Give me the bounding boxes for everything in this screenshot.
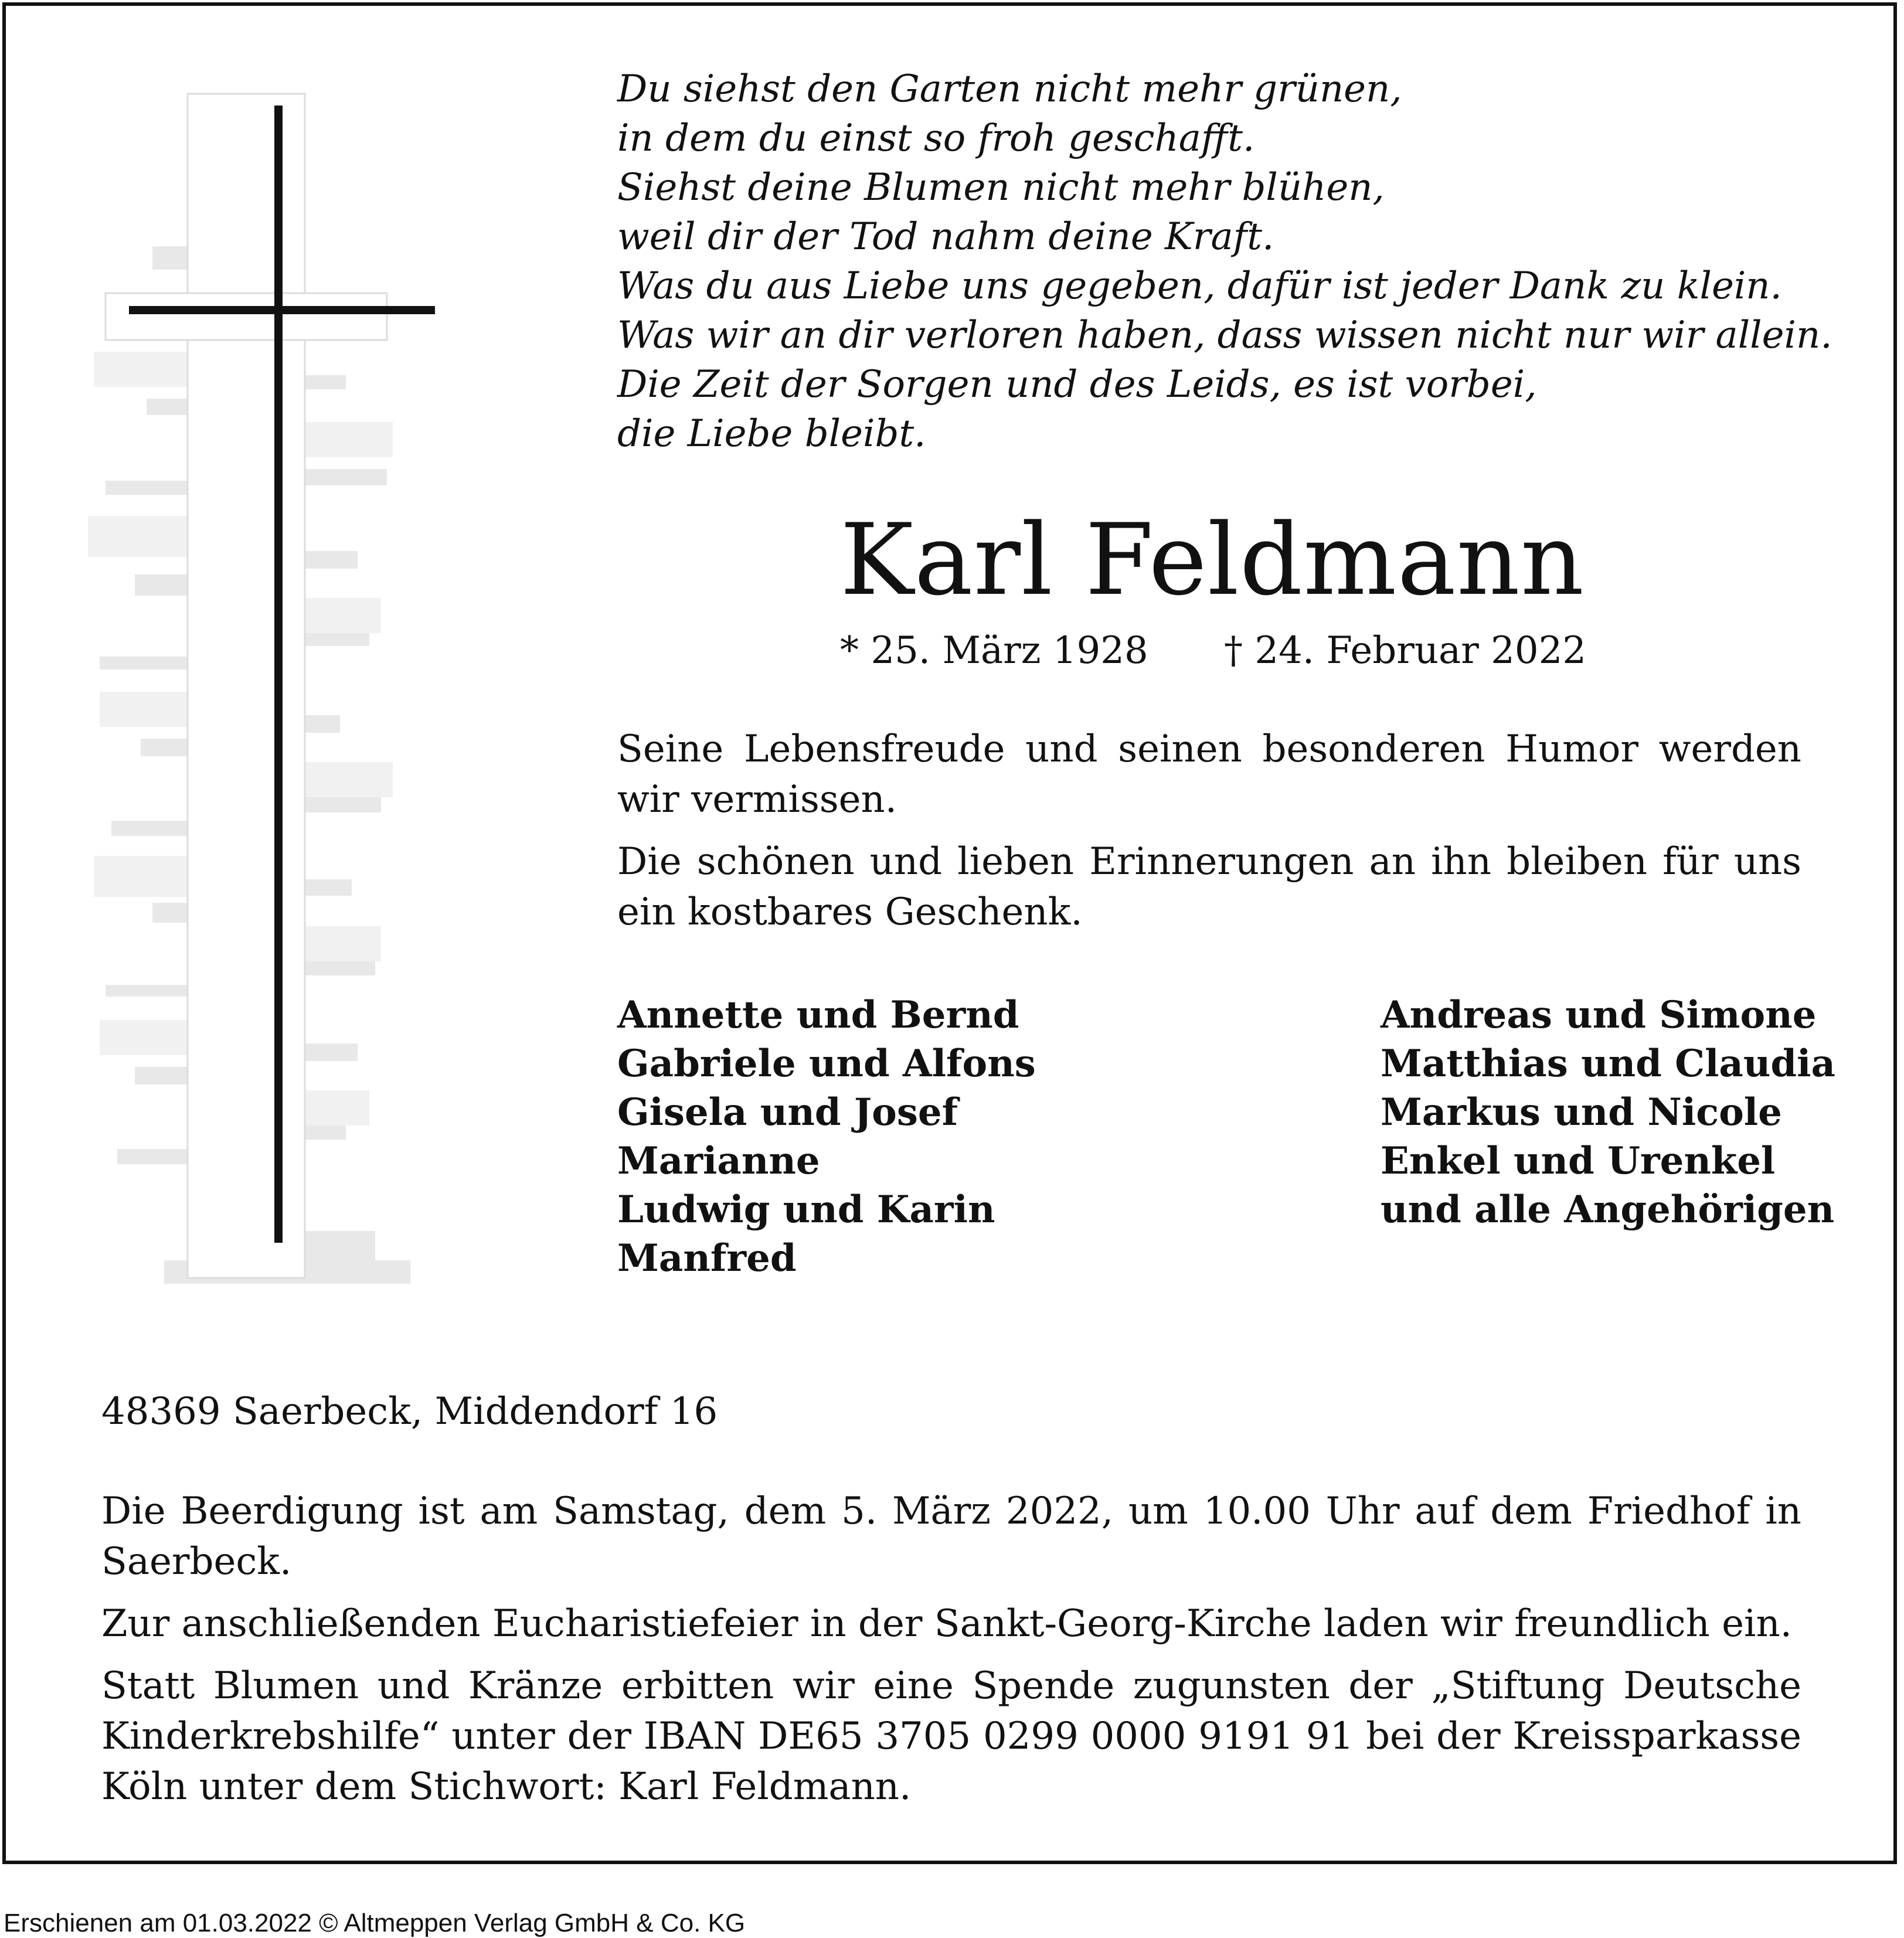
cross-icon — [82, 70, 481, 1313]
mourner-entry: Gabriele und Alfons — [617, 1042, 1036, 1086]
mourner-entry: Gisela und Josef — [617, 1090, 958, 1134]
death-date: † 24. Februar 2022 — [1224, 629, 1586, 672]
memorial-paragraph-2: Die schönen und lieben Erinnerungen an ihn bleiben für uns ein kostbares Geschenk. — [617, 840, 1801, 934]
mass-notice: Zur anschließenden Eucharistiefeier in der Sankt-Georg-Kirche laden wir freundlich ein. — [101, 1602, 1792, 1645]
poem-line: weil dir der Tod nahm deine Kraft. — [617, 215, 1274, 259]
mourner-entry: und alle Angehörigen — [1381, 1188, 1835, 1232]
poem-line: die Liebe bleibt. — [617, 412, 926, 455]
mourner-entry: Manfred — [617, 1236, 797, 1280]
donation-notice: Statt Blumen und Kränze erbitten wir eine Spende zugunsten der „Stiftung Deutsche Kinderkrebshilfe“ unter der IBAN DE65 3705 0299 0000 9191 91 bei der Kreissparkasse Köln unter dem Stichwort: Karl Feldmann. — [101, 1664, 1801, 1808]
publication-footer: Erschienen am 01.03.2022 © Altmeppen Verlag GmbH & Co. KG — [4, 1909, 746, 1937]
mourners-left — [617, 991, 1145, 1283]
poem-line: Was wir an dir verloren haben, dass wissen nicht nur wir allein. — [617, 314, 1832, 357]
mourner-entry: Matthias und Claudia — [1381, 1042, 1835, 1086]
poem-line: in dem du einst so froh geschafft. — [617, 117, 1255, 160]
deceased-name: Karl Feldmann — [840, 502, 1585, 617]
poem — [617, 64, 1848, 458]
memorial-paragraph-1: Seine Lebensfreude und seinen besonderen Humor werden wir vermissen. — [617, 727, 1801, 821]
mourner-entry: Ludwig und Karin — [617, 1188, 995, 1232]
mourners-right — [1381, 991, 1835, 1234]
poem-line: Die Zeit der Sorgen und des Leids, es ist vorbei, — [617, 363, 1537, 406]
life-dates — [840, 627, 1586, 674]
mourner-entry: Markus und Nicole — [1381, 1090, 1782, 1134]
birth-date: * 25. März 1928 — [840, 629, 1148, 672]
poem-line: Was du aus Liebe uns gegeben, dafür ist jeder Dank zu klein. — [617, 264, 1782, 308]
mourner-entry: Andreas und Simone — [1381, 993, 1817, 1037]
burial-notice: Die Beerdigung ist am Samstag, dem 5. März 2022, um 10.00 Uhr auf dem Friedhof in Saerbeck. — [101, 1490, 1801, 1583]
poem-line: Du siehst den Garten nicht mehr grünen, — [617, 67, 1402, 111]
mourner-entry: Enkel und Urenkel — [1381, 1139, 1776, 1183]
poem-line: Siehst deine Blumen nicht mehr blühen, — [617, 166, 1385, 209]
address: 48369 Saerbeck, Middendorf 16 — [101, 1390, 718, 1433]
mourner-entry: Annette und Bernd — [617, 993, 1019, 1037]
mourner-entry: Marianne — [617, 1139, 820, 1183]
